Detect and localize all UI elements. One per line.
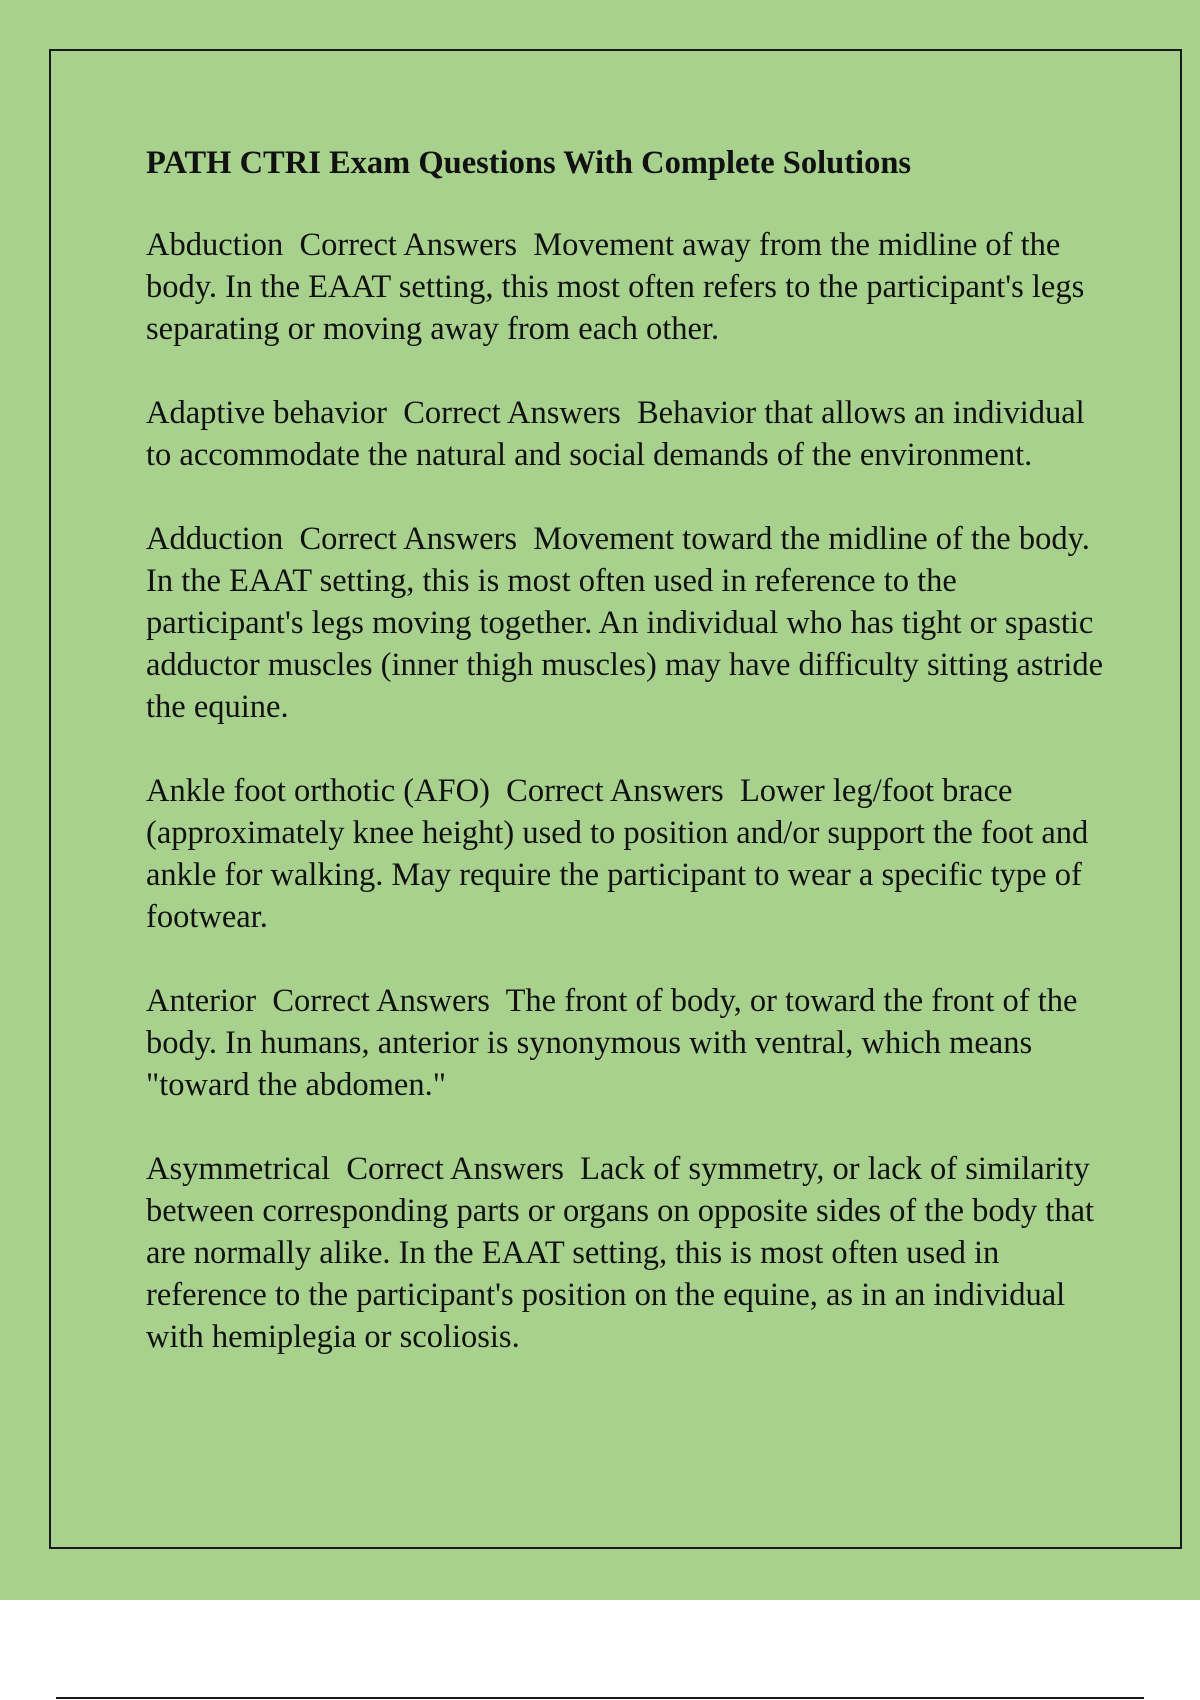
- entry-term: Adduction: [146, 521, 284, 557]
- entry-label: Correct Answers: [506, 773, 724, 809]
- entry-label: Correct Answers: [299, 227, 517, 263]
- entry-label: Correct Answers: [272, 983, 490, 1019]
- entry-definition: Lower leg/foot brace (approximately knee height) used to position and/or support the foot and ankle for walking. May require the participant to wear a specific type of footwear.: [146, 773, 1097, 935]
- entry-term: Abduction: [146, 227, 284, 263]
- entry-ankle-foot-orthotic: [146, 770, 1106, 938]
- entry-asymmetrical: [146, 1148, 1106, 1358]
- entry-label: Correct Answers: [346, 1151, 564, 1187]
- entry-term: Anterior: [146, 983, 257, 1019]
- entry-definition: Behavior that allows an individual to accommodate the natural and social demands of the environment.: [146, 395, 1093, 473]
- entry-definition: The front of body, or toward the front of the body. In humans, anterior is synonymous with ventral, which means "toward the abdomen.": [146, 983, 1086, 1103]
- entry-abduction: [146, 224, 1106, 350]
- entry-term: Ankle foot orthotic (AFO): [146, 773, 490, 809]
- entry-term: Asymmetrical: [146, 1151, 331, 1187]
- entry-adduction: [146, 518, 1112, 728]
- entry-definition: Movement away from the midline of the body. In the EAAT setting, this most often refers to the participant's legs separating or moving away from each other.: [146, 227, 1093, 347]
- document-content: [146, 142, 1112, 1400]
- entry-definition: Movement toward the midline of the body. In the EAAT setting, this is most often used in reference to the participant's legs moving together. An individual who has tight or spastic adductor muscles (inner thigh muscles) may have difficulty sitting astride the equine.: [146, 521, 1112, 725]
- entry-definition: Lack of symmetry, or lack of similarity between corresponding parts or organs on opposite sides of the body that are normally alike. In the EAAT setting, this is most often used in reference to the participant's position on the equine, as in an individual with hemiplegia or scoliosis.: [146, 1151, 1103, 1355]
- document-title: PATH CTRI Exam Questions With Complete Solutions: [146, 145, 912, 181]
- entry-anterior: [146, 980, 1106, 1106]
- entry-term: Adaptive behavior: [146, 395, 387, 431]
- footer-rule: [56, 1697, 1144, 1699]
- entry-adaptive-behavior: [146, 392, 1106, 476]
- entry-label: Correct Answers: [299, 521, 517, 557]
- entry-label: Correct Answers: [403, 395, 621, 431]
